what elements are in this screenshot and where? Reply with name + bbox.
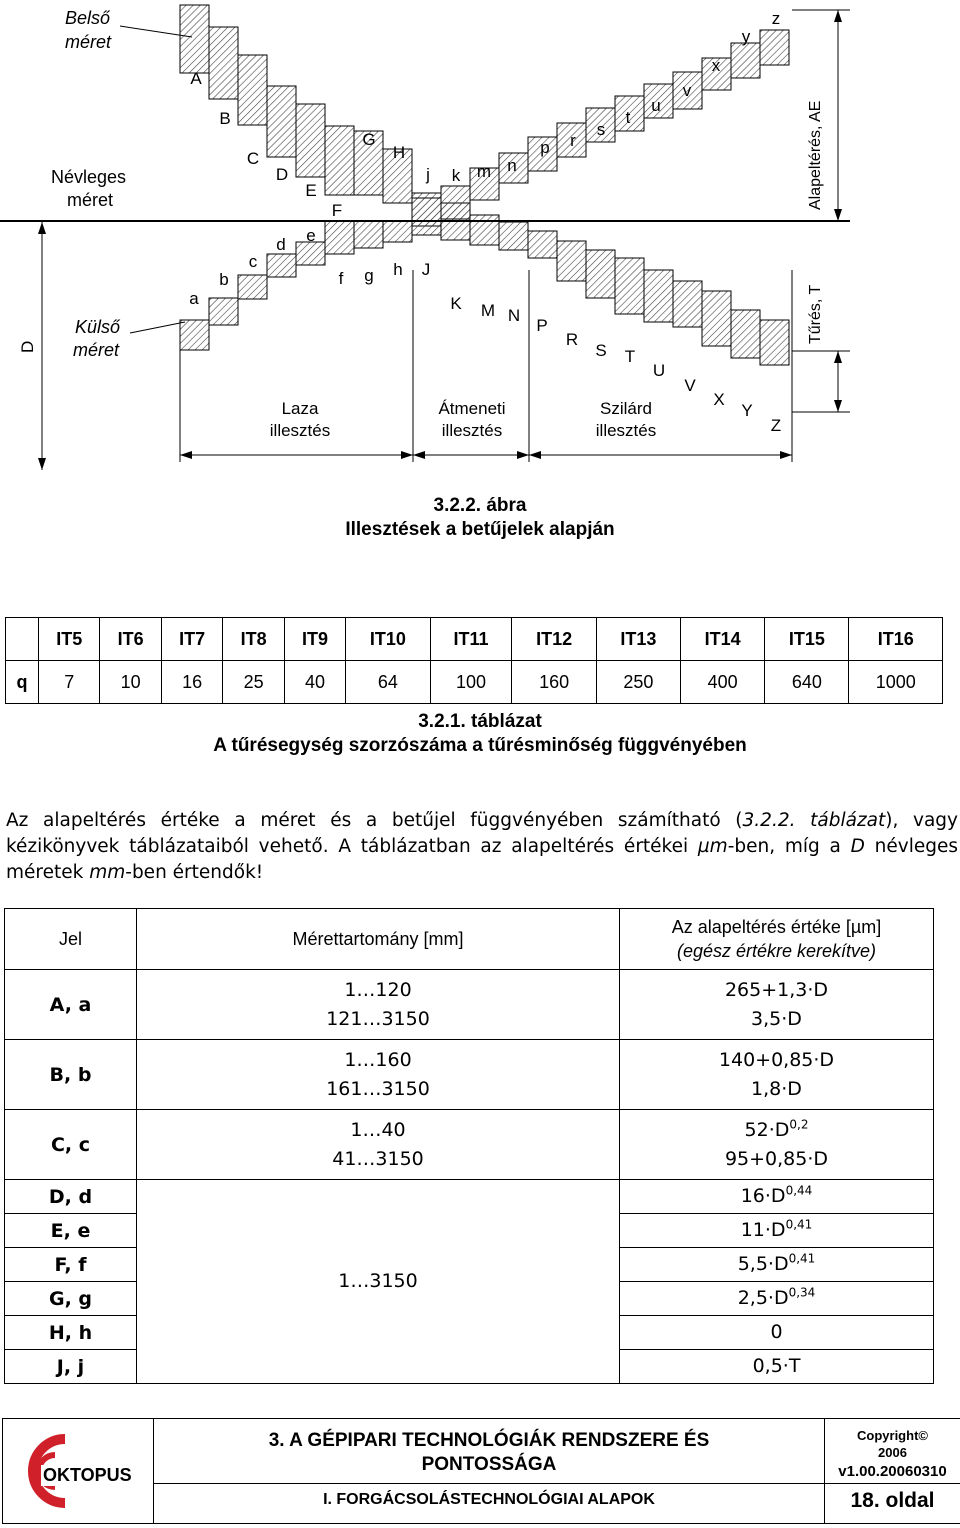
shaft-letter-y: y: [741, 27, 751, 46]
table-cell: 100: [430, 661, 512, 704]
value-cell: 0: [620, 1316, 934, 1350]
grade-header: IT11: [430, 618, 512, 661]
fit-transition-label: Átmeneti: [438, 399, 506, 418]
table-cell: 64: [346, 661, 430, 704]
table-row: [6, 661, 943, 704]
hole-zone-P: [528, 231, 557, 258]
jel-cell: B, b: [5, 1040, 137, 1110]
value-cell: 0,5·T: [620, 1350, 934, 1384]
shaft-letter-e: e: [306, 226, 316, 245]
header-range: Mérettartomány [mm]: [137, 909, 620, 970]
grade-header: IT6: [100, 618, 161, 661]
hole-letter-H: H: [392, 143, 406, 162]
logo-text: OKTOPUS: [43, 1465, 132, 1485]
tolerance-grade-table: [5, 617, 943, 704]
table-header-row: [5, 909, 934, 970]
shaft-zone-a: [180, 320, 209, 350]
hole-letter-S: S: [595, 341, 607, 360]
jel-cell: F, f: [5, 1248, 137, 1282]
outer-size-label-2: méret: [73, 340, 120, 360]
shaft-zone-y: [731, 43, 760, 78]
grade-header: IT5: [39, 618, 100, 661]
footer-meta: [825, 1419, 960, 1523]
grade-header: IT14: [680, 618, 764, 661]
table-number: 3.2.1. táblázat: [418, 711, 542, 732]
value-cell: 265+1,3·D 3,5·D: [620, 970, 934, 1040]
fundamental-deviation-table: [4, 908, 934, 1384]
shaft-letter-z: z: [771, 9, 781, 28]
hole-zone-Z: [760, 320, 789, 365]
value-cell: $5,5\cdot D^{0,41}$: [620, 1248, 934, 1282]
fit-loose-label: Laza: [281, 399, 319, 418]
tolerance-label: Tűrés, T: [807, 284, 824, 344]
hole-zone-V: [673, 281, 702, 327]
hole-zone-S: [586, 250, 615, 298]
shaft-letter-c: c: [248, 252, 258, 271]
shaft-letter-n: n: [507, 156, 517, 175]
table-row: [5, 1040, 934, 1110]
range-cell: 1…120 121…3150: [137, 970, 620, 1040]
hole-zone-D: [267, 86, 296, 157]
hole-zone-M: [470, 215, 499, 245]
outer-size-label: Külső: [75, 317, 121, 337]
shaft-zone-d: [267, 254, 296, 277]
shaft-letter-d: d: [276, 235, 286, 254]
figure-number: 3.2.2. ábra: [433, 495, 527, 516]
page-footer: [2, 1418, 960, 1524]
shaft-zone-b: [209, 298, 238, 325]
d-letter: D: [18, 340, 37, 353]
figure-caption: [0, 494, 960, 542]
range-cell: 1…40 41…3150: [137, 1110, 620, 1180]
range-cell-shared: 1…3150: [137, 1180, 620, 1384]
hole-zone-T: [615, 258, 644, 314]
shaft-letter-t: t: [625, 108, 631, 127]
table-row: [5, 1180, 934, 1214]
value-cell: $2,5\cdot D^{0,34}$: [620, 1282, 934, 1316]
header-jel: Jel: [5, 909, 137, 970]
hole-zone-N: [499, 222, 528, 250]
hole-letter-T: T: [624, 347, 636, 366]
jel-cell: J, j: [5, 1350, 137, 1384]
hole-zone-U: [644, 270, 673, 322]
table-cell: 400: [680, 661, 764, 704]
hole-letter-P: P: [536, 316, 548, 335]
hole-letter-Y: Y: [741, 401, 753, 420]
hole-letter-E: E: [305, 181, 317, 200]
table-cell: 1000: [849, 661, 943, 704]
shaft-zone-j: [412, 198, 441, 235]
shaft-letter-r: r: [570, 131, 576, 150]
svg-text:méret: [67, 190, 113, 210]
inner-size-label-2: méret: [65, 32, 112, 52]
hole-zone-R: [557, 241, 586, 281]
shaft-zone-h: [383, 221, 412, 242]
inner-size-label: Belső: [65, 8, 111, 28]
hole-letter-B: B: [219, 109, 231, 128]
hole-letter-V: V: [684, 376, 696, 395]
hole-letter-R: R: [565, 330, 579, 349]
shaft-zone-k: [441, 186, 470, 219]
hole-letter-N: N: [507, 306, 521, 325]
shaft-letter-u: u: [651, 96, 661, 115]
fits-diagram: [0, 0, 960, 480]
shaft-zone-e: [296, 242, 325, 265]
hole-zone-E: [296, 104, 325, 177]
table-caption: [0, 710, 960, 758]
hole-letter-C: C: [246, 149, 260, 168]
value-cell: $11\cdot D^{0,41}$: [620, 1214, 934, 1248]
shaft-letter-x: x: [711, 56, 721, 75]
shaft-letter-f: f: [338, 269, 344, 288]
table-cell: 16: [161, 661, 222, 704]
svg-text:illesztés: [442, 421, 502, 440]
jel-cell: A, a: [5, 970, 137, 1040]
grade-header: IT7: [161, 618, 222, 661]
grade-header: IT9: [284, 618, 345, 661]
fit-interference-label: Szilárd: [600, 399, 652, 418]
svg-text:illesztés: [270, 421, 330, 440]
table-row: [5, 1110, 934, 1180]
hole-letter-K: K: [450, 294, 462, 313]
shaft-letter-m: m: [476, 162, 492, 181]
outer-size-pointer: [130, 322, 185, 333]
shaft-letter-b: b: [219, 270, 229, 289]
table-title: A tűrésegység szorzószáma a tűrésminőség függvényében: [213, 735, 747, 756]
table-row: [6, 618, 943, 661]
fit-transition-label-2: illesztés: [441, 421, 503, 440]
hole-zone-F: [325, 126, 354, 195]
table-row: [5, 970, 934, 1040]
value-cell: $52\cdot D^{0,2}$ 95+0,85·D: [620, 1110, 934, 1180]
oktopus-logo: [3, 1419, 154, 1523]
jel-cell: H, h: [5, 1316, 137, 1350]
shaft-letter-g: g: [364, 266, 374, 285]
header-value-sub: (egész értékre kerekítve): [676, 941, 877, 961]
header-value: Az alapeltérés értéke [µm] (egész értékre kerekítve): [620, 909, 934, 970]
copyright-year: 2006: [878, 1445, 907, 1460]
table-cell: 640: [765, 661, 849, 704]
body-paragraph: Az alapeltérés értéke a méret és a betűjel függvényében számítható (3.2.2. táblázat), vagy kézikönyvek táblázataiból vehető. A táblázatban az alapeltérés értékei µm-ben, míg a D névleges méretek mm-ben értendők!: [6, 810, 958, 883]
hole-zone-Y: [731, 310, 760, 358]
shaft-zone-z: [760, 30, 789, 65]
grade-header: IT10: [346, 618, 430, 661]
svg-text:méret: [65, 32, 112, 52]
hole-letter-U: U: [652, 361, 666, 380]
shaft-zone-g: [354, 221, 383, 248]
shaft-letter-h: h: [393, 260, 403, 279]
shaft-zone-c: [238, 275, 267, 299]
grade-header: IT15: [765, 618, 849, 661]
shaft-letter-p: p: [540, 138, 550, 157]
shaft-letter-a: a: [189, 289, 199, 308]
value-cell: 140+0,85·D 1,8·D: [620, 1040, 934, 1110]
nominal-size-label-2: méret: [67, 190, 114, 210]
hole-letter-X: X: [713, 390, 725, 409]
footer-title-block: [154, 1419, 825, 1523]
table-cell: 7: [39, 661, 100, 704]
fundamental-deviation-label: Alapeltérés, AE: [807, 100, 824, 210]
jel-cell: E, e: [5, 1214, 137, 1248]
hole-letter-M: M: [480, 301, 496, 320]
hole-letter-J: J: [421, 260, 431, 279]
value-cell: $16\cdot D^{0,44}$: [620, 1180, 934, 1214]
shaft-zone-f: [325, 221, 354, 254]
figure-title: Illesztések a betűjelek alapján: [345, 519, 615, 540]
hole-zone-C: [238, 55, 267, 125]
fit-loose-label-2: illesztés: [269, 421, 331, 440]
jel-cell: G, g: [5, 1282, 137, 1316]
grade-header: IT16: [849, 618, 943, 661]
table-cell: 40: [284, 661, 345, 704]
footer-title: 3. A GÉPIPARI TECHNOLÓGIÁK RENDSZERE ÉS: [268, 1430, 710, 1451]
nominal-size-label: Névleges: [51, 167, 127, 187]
table-cell: [6, 618, 39, 661]
footer-subtitle: I. FORGÁCSOLÁSTECHNOLÓGIAI ALAPOK: [323, 1491, 655, 1508]
svg-text:méret: [73, 340, 120, 360]
table-cell: 10: [100, 661, 161, 704]
hole-zone-B: [209, 27, 238, 99]
footer-title-2: PONTOSSÁGA: [421, 1454, 557, 1475]
grade-header: IT12: [512, 618, 596, 661]
fit-interference-label-2: illesztés: [595, 421, 657, 440]
hole-letter-G: G: [362, 130, 376, 149]
table-cell: 160: [512, 661, 596, 704]
shaft-letter-s: s: [596, 120, 606, 139]
jel-cell: D, d: [5, 1180, 137, 1214]
hole-letter-D: D: [275, 165, 289, 184]
hole-letter-F: F: [331, 201, 343, 220]
page-number: 18. oldal: [850, 1489, 935, 1512]
copyright: Copyright©: [857, 1428, 928, 1443]
svg-text:illesztés: [596, 421, 656, 440]
hole-zone-A: [180, 5, 209, 73]
table-cell: 25: [223, 661, 284, 704]
shaft-letter-k: k: [451, 166, 461, 185]
shaft-letter-j: j: [426, 165, 430, 184]
jel-cell: C, c: [5, 1110, 137, 1180]
shaft-letter-v: v: [682, 81, 692, 100]
grade-header: IT8: [223, 618, 284, 661]
hole-letter-A: A: [190, 69, 202, 88]
table-cell: 250: [596, 661, 680, 704]
hole-zone-X: [702, 291, 731, 346]
table-reference: 3.2.2. táblázat: [742, 810, 886, 831]
grade-header: IT13: [596, 618, 680, 661]
range-cell: 1…160 161…3150: [137, 1040, 620, 1110]
row-label: q: [6, 661, 39, 704]
hole-letter-Z: Z: [770, 416, 782, 435]
version: v1.00.20060310: [838, 1463, 947, 1480]
